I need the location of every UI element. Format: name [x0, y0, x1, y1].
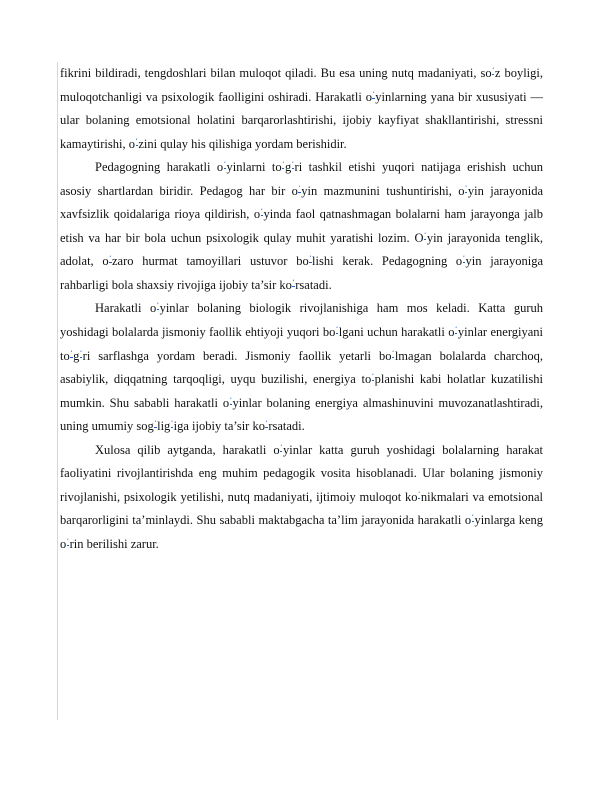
text-segment: rsatadi. [268, 419, 305, 434]
apostrophe-glyph: ʻ [109, 254, 112, 263]
text-segment: zaro hurmat tamoyillari ustuvor bo [112, 254, 309, 269]
apostrophe-glyph: ʻ [298, 183, 301, 192]
apostrophe-glyph: ʻ [371, 372, 375, 381]
text-segment: yinda faol qatnashmagan bolalarni ham jarayonga jalb etish va har bir bola uchun psixologik qulay muhit yaratishi lozim. O [60, 207, 543, 245]
apostrophe-glyph: ʻ [170, 419, 174, 428]
apostrophe-glyph: ʻ [79, 348, 83, 357]
apostrophe-glyph: ʻ [292, 277, 295, 286]
apostrophe-glyph: ʻ [154, 419, 157, 428]
text-segment: nikmalari va emotsional barqarorligini ta’minlaydi. Shu sababli maktabgacha ta’lim jarayonida harakatli o [60, 489, 543, 528]
paragraph [60, 156, 543, 297]
apostrophe-glyph: ʻ [156, 301, 160, 310]
apostrophe-glyph: ʻ [66, 536, 70, 545]
text-segment: rin berilishi zarur. [69, 536, 159, 551]
text-segment: rsatadi. [295, 277, 332, 292]
text-segment: g [73, 348, 80, 363]
apostrophe-glyph: ʻ [372, 89, 375, 98]
text-segment: iga ijobiy ta’sir ko [173, 419, 265, 434]
text-segment: lishi kerak. Pedagogning o [312, 254, 463, 269]
text-segment: Harakatli o [95, 301, 157, 316]
text-segment: yinlar katta guruh yoshidagi bolalarning harakat faoliyatini rivojlantirishda eng muhim pedagogik vosita hisoblanadi. Ular bolaning jismoniy rivojlanishi, psixologik yetilishi, nutq madaniyati, ijtimoiy muloqot ko [60, 442, 543, 504]
text-segment: z boyligi, muloqotchanligi va psixologik faolligini oshiradi. Harakatli o [60, 66, 543, 104]
text-segment: yinlar bolaning biologik rivojlanishiga ham mos keladi. Katta guruh yoshidagi bolalarda jismoniy faollik ehtiyoji yuqori bo [60, 301, 543, 340]
document-page [60, 62, 543, 556]
apostrophe-glyph: ʻ [282, 160, 285, 169]
apostrophe-glyph: ʻ [423, 230, 427, 239]
text-segment: g [284, 160, 292, 175]
apostrophe-glyph: ʻ [471, 513, 474, 522]
text-segment: lmagan bolalarda charchoq, asabiylik, diqqatning tarqoqligi, uyqu buzilishi, energiya to [60, 348, 543, 387]
apostrophe-glyph: ʻ [335, 325, 339, 334]
apostrophe-glyph: ʻ [70, 348, 73, 357]
apostrophe-glyph: ʻ [291, 160, 295, 169]
apostrophe-glyph: ʻ [280, 442, 283, 451]
text-segment: ri tashkil etishi yuqori natijaga erishish uchun asosiy shartlardan biridir. Pedagog har bir o [60, 160, 544, 198]
text-segment: fikrini bildiradi, tengdoshlari bilan muloqot qiladi. Bu esa uning nutq madaniyati, so [60, 66, 492, 80]
apostrophe-glyph: ʻ [265, 419, 268, 428]
text-segment: lig [157, 419, 171, 434]
apostrophe-glyph: ʻ [492, 66, 495, 74]
apostrophe-glyph: ʻ [309, 254, 312, 263]
apostrophe-glyph: ʻ [223, 160, 227, 169]
text-segment: zini qulay his qilishiga yordam berishidir. [138, 136, 347, 151]
apostrophe-glyph: ʻ [391, 348, 395, 357]
text-segment: yin jarayoniga rahbarligi bola shaxsiy rivojiga ijobiy ta’sir ko [60, 254, 543, 292]
apostrophe-glyph: ʻ [260, 207, 263, 216]
text-segment: Pedagogning harakatli o [95, 160, 224, 175]
paragraph [60, 62, 543, 156]
text-segment: yinlarning yana bir xususiyati — ular bolaning emotsional holatini barqarorlashtirishi, ijobiy kayfiyat shakllantirishi, stressni kamaytirishi, o [60, 89, 543, 151]
text-segment: Xulosa qilib aytganda, harakatli o [95, 442, 280, 457]
apostrophe-glyph: ʻ [465, 183, 468, 192]
text-segment: yinlarga keng o [60, 513, 543, 551]
apostrophe-glyph: ʻ [135, 136, 138, 145]
paragraph [60, 297, 543, 438]
text-segment: ri sarflashga yordam beradi. Jismoniy faollik yetarli bo [82, 348, 392, 363]
paragraph [60, 439, 543, 557]
text-segment: yin jarayonida xavfsizlik qoidalariga rioya qildirish, o [60, 183, 544, 222]
text-segment: yin mazmunini tushuntirishi, o [301, 183, 465, 198]
text-segment: yinlar energiyani to [60, 325, 544, 363]
apostrophe-glyph: ʻ [418, 489, 421, 498]
text-segment: planishi kabi holatlar kuzatilishi mumkin. Shu sababli harakatli o [60, 372, 543, 410]
apostrophe-glyph: ʻ [462, 254, 466, 263]
text-segment: lgani uchun harakatli o [338, 325, 455, 340]
text-segment: yin jarayonida tenglik, adolat, o [60, 230, 543, 269]
apostrophe-glyph: ʻ [229, 395, 232, 404]
text-segment: yinlar bolaning energiya almashinuvini muvozanatlashtiradi, uning umumiy sog [60, 395, 543, 434]
text-segment: yinlarni to [226, 160, 282, 175]
apostrophe-glyph: ʻ [455, 325, 458, 334]
